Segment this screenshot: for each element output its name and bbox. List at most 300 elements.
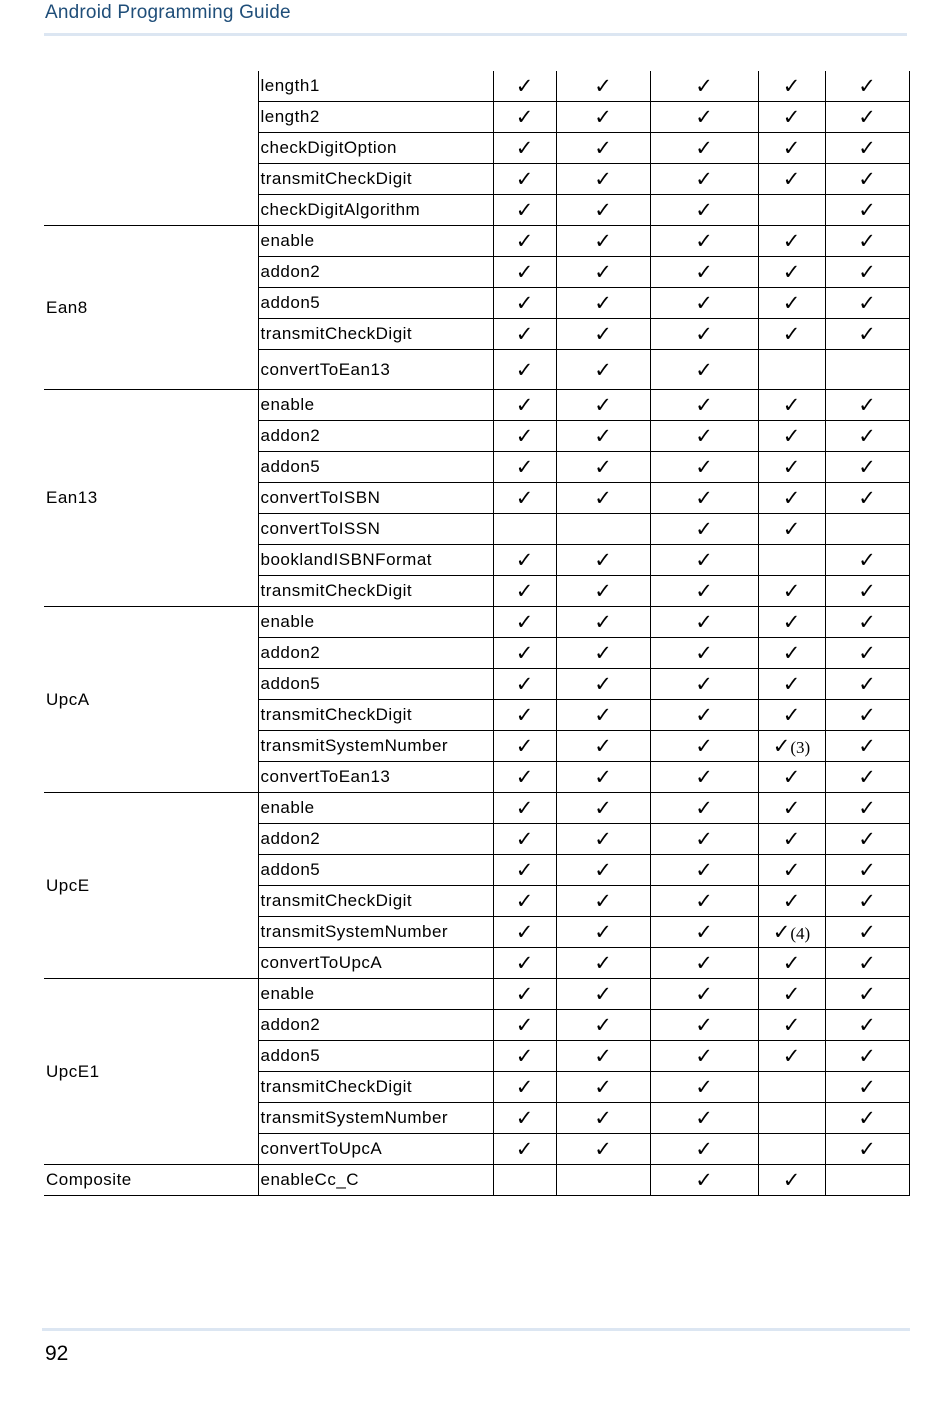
parameter-name: transmitCheckDigit [258,576,493,607]
parameter-name: enable [258,979,493,1010]
parameter-name: length1 [258,71,493,102]
support-cell [556,886,650,917]
support-cell [825,1072,909,1103]
table-row [44,607,909,638]
check-icon: ✓ [695,486,713,510]
support-cell [650,607,758,638]
check-icon: ✓ [695,889,713,913]
support-cell [825,226,909,257]
support-cell [493,390,556,421]
symbology-name: UpcA [44,607,258,793]
check-icon: ✓ [695,610,713,634]
table-row [44,390,909,421]
support-cell [758,607,825,638]
check-icon: ✓ [858,229,876,253]
check-icon: ✓ [858,322,876,346]
support-cell [758,195,825,226]
check-icon: ✓ [515,672,534,696]
support-cell [650,793,758,824]
check-icon: ✓ [515,765,534,789]
check-icon: ✓ [594,322,612,346]
support-cell [825,71,909,102]
parameter-name: enable [258,390,493,421]
support-cell [650,483,758,514]
check-icon: ✓ [594,1013,612,1037]
support-cell [650,226,758,257]
support-cell [556,1134,650,1165]
check-icon: ✓ [695,920,713,944]
check-icon: ✓ [594,393,612,417]
support-cell [650,350,758,390]
parameter-name: addon5 [258,669,493,700]
support-cell [493,762,556,793]
parameter-name: transmitSystemNumber [258,731,493,762]
support-cell [493,350,556,390]
support-cell [650,700,758,731]
support-cell [493,164,556,195]
symbology-name: Ean13 [44,390,258,607]
check-icon: ✓ [695,322,713,346]
check-icon: ✓ [515,1013,534,1037]
check-icon: ✓ [515,455,534,479]
support-cell [825,1165,909,1196]
support-cell [556,164,650,195]
check-icon: ✓ [695,1044,713,1068]
check-icon: ✓ [594,1137,612,1161]
check-icon: ✓ [695,1013,713,1037]
check-icon: ✓ [858,548,876,572]
parameter-name: transmitSystemNumber [258,917,493,948]
check-icon: ✓ [515,291,534,315]
parameter-name: addon2 [258,421,493,452]
symbology-name [44,71,258,226]
check-icon: ✓ [782,74,801,98]
check-icon: ✓ [858,765,876,789]
parameter-name: transmitCheckDigit [258,1072,493,1103]
support-cell [758,1165,825,1196]
support-cell [650,257,758,288]
support-cell [556,452,650,483]
support-cell [825,669,909,700]
check-icon: ✓ [858,74,876,98]
check-icon: ✓ [594,610,612,634]
check-icon: ✓ [782,951,801,975]
table-row [44,226,909,257]
support-cell [493,452,556,483]
check-icon: ✓ [594,455,612,479]
support-cell [493,545,556,576]
parameter-name: enable [258,793,493,824]
check-icon: ✓ [515,951,534,975]
support-cell [493,1010,556,1041]
symbology-name: UpcE1 [44,979,258,1165]
check-icon: ✓ [515,393,534,417]
check-icon: ✓ [782,703,801,727]
support-cell [493,71,556,102]
check-icon: ✓ [695,517,713,541]
check-icon: ✓ [515,579,534,603]
support-cell [493,917,556,948]
support-cell [825,319,909,350]
support-cell [758,452,825,483]
check-icon: ✓ [594,982,612,1006]
parameter-name: transmitCheckDigit [258,319,493,350]
support-cell [650,886,758,917]
support-cell [556,700,650,731]
check-icon: ✓ [695,982,713,1006]
check-icon: ✓ [594,579,612,603]
support-cell [825,164,909,195]
check-icon: ✓ [594,291,612,315]
check-icon: ✓ [858,641,876,665]
support-cell [650,1072,758,1103]
check-icon: ✓ [515,1106,534,1130]
support-cell [758,638,825,669]
support-cell [758,917,825,948]
support-cell [493,1103,556,1134]
support-cell [825,793,909,824]
support-cell [493,979,556,1010]
symbology-name: Ean8 [44,226,258,390]
parameter-name: addon5 [258,288,493,319]
check-icon: ✓ [594,641,612,665]
support-cell [825,133,909,164]
parameter-name: enableCc_C [258,1165,493,1196]
parameter-name: addon2 [258,824,493,855]
support-cell [556,226,650,257]
support-cell [758,483,825,514]
check-icon: ✓ [594,167,612,191]
check-icon: ✓ [594,357,612,382]
check-icon: ✓ [858,105,876,129]
check-icon: ✓ [515,889,534,913]
support-cell [758,226,825,257]
check-icon: ✓ [594,672,612,696]
support-cell [825,917,909,948]
check-icon: ✓ [594,703,612,727]
check-icon: ✓ [594,424,612,448]
check-icon: ✓ [782,260,801,284]
support-cell [825,421,909,452]
support-cell [650,638,758,669]
header-rule [44,33,907,36]
support-cell [556,514,650,545]
check-icon: ✓ [515,641,534,665]
barcode-parameter-table [44,71,910,1196]
check-icon: ✓ [515,1075,534,1099]
support-cell [650,288,758,319]
support-cell [556,731,650,762]
support-cell [493,731,556,762]
support-cell [650,1165,758,1196]
check-icon: ✓ [782,291,801,315]
check-icon: ✓ [782,827,801,851]
check-icon: ✓ [515,1137,534,1161]
support-cell [493,886,556,917]
support-cell [758,1010,825,1041]
check-icon: ✓ [858,198,876,222]
support-cell [556,195,650,226]
table-row [44,1165,909,1196]
check-icon: ✓ [594,486,612,510]
support-cell [758,731,825,762]
support-cell [650,731,758,762]
support-cell [493,319,556,350]
support-cell [556,102,650,133]
support-cell [556,638,650,669]
support-cell [758,979,825,1010]
support-cell [556,948,650,979]
support-cell [758,1041,825,1072]
check-icon: ✓ [695,703,713,727]
check-icon: ✓ [515,260,534,284]
page-number: 92 [45,1342,69,1365]
footer-rule [42,1328,910,1331]
check-icon: ✓ [695,1075,713,1099]
parameter-name: enable [258,607,493,638]
support-cell [556,1010,650,1041]
support-cell [493,133,556,164]
support-cell [493,1072,556,1103]
support-cell [825,638,909,669]
support-cell [758,390,825,421]
support-cell [556,71,650,102]
support-cell [493,257,556,288]
check-icon: ✓ [695,357,713,382]
check-icon: ✓ [695,641,713,665]
check-icon: ✓ [858,672,876,696]
parameter-name: addon5 [258,452,493,483]
support-cell [650,102,758,133]
check-icon: ✓ [695,393,713,417]
check-icon: ✓ [695,198,713,222]
support-cell [493,288,556,319]
parameter-name: convertToISBN [258,483,493,514]
support-cell [493,669,556,700]
support-cell [825,545,909,576]
check-icon: ✓ [695,260,713,284]
check-icon: ✓ [782,672,801,696]
support-cell [493,1165,556,1196]
check-icon: ✓ [594,105,612,129]
check-icon: ✓ [772,734,791,758]
support-cell [493,421,556,452]
support-cell [758,319,825,350]
support-cell [650,545,758,576]
support-cell [650,195,758,226]
support-cell [556,607,650,638]
check-icon: ✓ [515,198,534,222]
check-icon: ✓ [858,703,876,727]
parameter-name: convertToEan13 [258,762,493,793]
check-icon: ✓ [695,951,713,975]
support-cell [493,226,556,257]
table-row [44,71,909,102]
check-icon: ✓ [782,858,801,882]
check-icon: ✓ [695,765,713,789]
support-cell [758,824,825,855]
check-icon: ✓ [594,1106,612,1130]
support-cell [556,1072,650,1103]
check-icon: ✓ [594,827,612,851]
support-cell [825,700,909,731]
check-icon: ✓ [515,920,534,944]
support-cell [758,545,825,576]
support-cell [758,1103,825,1134]
support-cell [758,102,825,133]
check-icon: ✓ [594,1075,612,1099]
support-cell [493,195,556,226]
check-icon: ✓ [594,734,612,758]
check-icon: ✓ [858,827,876,851]
check-icon: ✓ [695,548,713,572]
footnote-ref: (4) [790,924,811,943]
support-cell [556,421,650,452]
check-icon: ✓ [782,610,801,634]
support-cell [758,421,825,452]
table-row [44,979,909,1010]
check-icon: ✓ [782,889,801,913]
support-cell [556,483,650,514]
support-cell [825,855,909,886]
support-cell [650,824,758,855]
check-icon: ✓ [782,167,801,191]
support-cell [758,700,825,731]
support-cell [493,824,556,855]
check-icon: ✓ [782,393,801,417]
support-cell [650,1041,758,1072]
support-cell [556,545,650,576]
support-cell [758,1134,825,1165]
check-icon: ✓ [695,136,713,160]
support-cell [825,452,909,483]
support-cell [825,390,909,421]
support-cell [493,1134,556,1165]
support-cell [825,514,909,545]
check-icon: ✓ [782,1168,801,1192]
support-cell [493,576,556,607]
check-icon: ✓ [858,393,876,417]
check-icon: ✓ [858,1075,876,1099]
parameter-name: length2 [258,102,493,133]
parameter-name: booklandISBNFormat [258,545,493,576]
support-cell [650,421,758,452]
support-cell [825,824,909,855]
support-cell [758,855,825,886]
check-icon: ✓ [695,74,713,98]
support-cell [758,257,825,288]
support-cell [556,824,650,855]
support-cell [825,350,909,390]
support-cell [825,607,909,638]
support-cell [493,700,556,731]
support-cell [825,288,909,319]
check-icon: ✓ [594,136,612,160]
check-icon: ✓ [782,229,801,253]
support-cell [556,1041,650,1072]
support-cell [556,133,650,164]
check-icon: ✓ [515,610,534,634]
footnote-ref: (3) [790,738,811,757]
check-icon: ✓ [782,982,801,1006]
support-cell [556,855,650,886]
support-cell [556,917,650,948]
parameter-name: addon2 [258,257,493,288]
check-icon: ✓ [782,579,801,603]
support-cell [493,514,556,545]
support-cell [650,319,758,350]
check-icon: ✓ [594,796,612,820]
check-icon: ✓ [594,951,612,975]
support-cell [650,71,758,102]
check-icon: ✓ [858,796,876,820]
parameter-name: convertToEan13 [258,350,493,390]
support-cell [493,1041,556,1072]
check-icon: ✓ [782,765,801,789]
support-cell [758,669,825,700]
check-icon: ✓ [515,136,534,160]
support-cell [825,1010,909,1041]
check-icon: ✓ [594,229,612,253]
support-cell [758,71,825,102]
support-cell [556,762,650,793]
check-icon: ✓ [594,920,612,944]
check-icon: ✓ [695,796,713,820]
parameter-name: transmitSystemNumber [258,1103,493,1134]
check-icon: ✓ [858,486,876,510]
support-cell [556,257,650,288]
support-cell [650,948,758,979]
check-icon: ✓ [858,455,876,479]
check-icon: ✓ [858,858,876,882]
support-cell [650,855,758,886]
support-cell [825,1041,909,1072]
check-icon: ✓ [594,1044,612,1068]
check-icon: ✓ [858,734,876,758]
support-cell [758,514,825,545]
check-icon: ✓ [515,703,534,727]
support-cell [825,1103,909,1134]
parameter-name: addon5 [258,1041,493,1072]
support-cell [650,164,758,195]
support-cell [650,1134,758,1165]
check-icon: ✓ [695,858,713,882]
check-icon: ✓ [858,167,876,191]
support-cell [758,133,825,164]
check-icon: ✓ [515,1044,534,1068]
check-icon: ✓ [695,1106,713,1130]
support-cell [758,350,825,390]
check-icon: ✓ [858,982,876,1006]
support-cell [825,731,909,762]
support-cell [650,917,758,948]
support-cell [650,762,758,793]
support-cell [650,133,758,164]
check-icon: ✓ [858,1106,876,1130]
support-cell [825,483,909,514]
parameter-name: convertToUpcA [258,948,493,979]
support-cell [758,1072,825,1103]
support-cell [493,793,556,824]
check-icon: ✓ [515,827,534,851]
check-icon: ✓ [515,982,534,1006]
check-icon: ✓ [515,105,534,129]
check-icon: ✓ [782,322,801,346]
parameter-name: convertToUpcA [258,1134,493,1165]
check-icon: ✓ [515,322,534,346]
support-cell [493,855,556,886]
check-icon: ✓ [515,548,534,572]
